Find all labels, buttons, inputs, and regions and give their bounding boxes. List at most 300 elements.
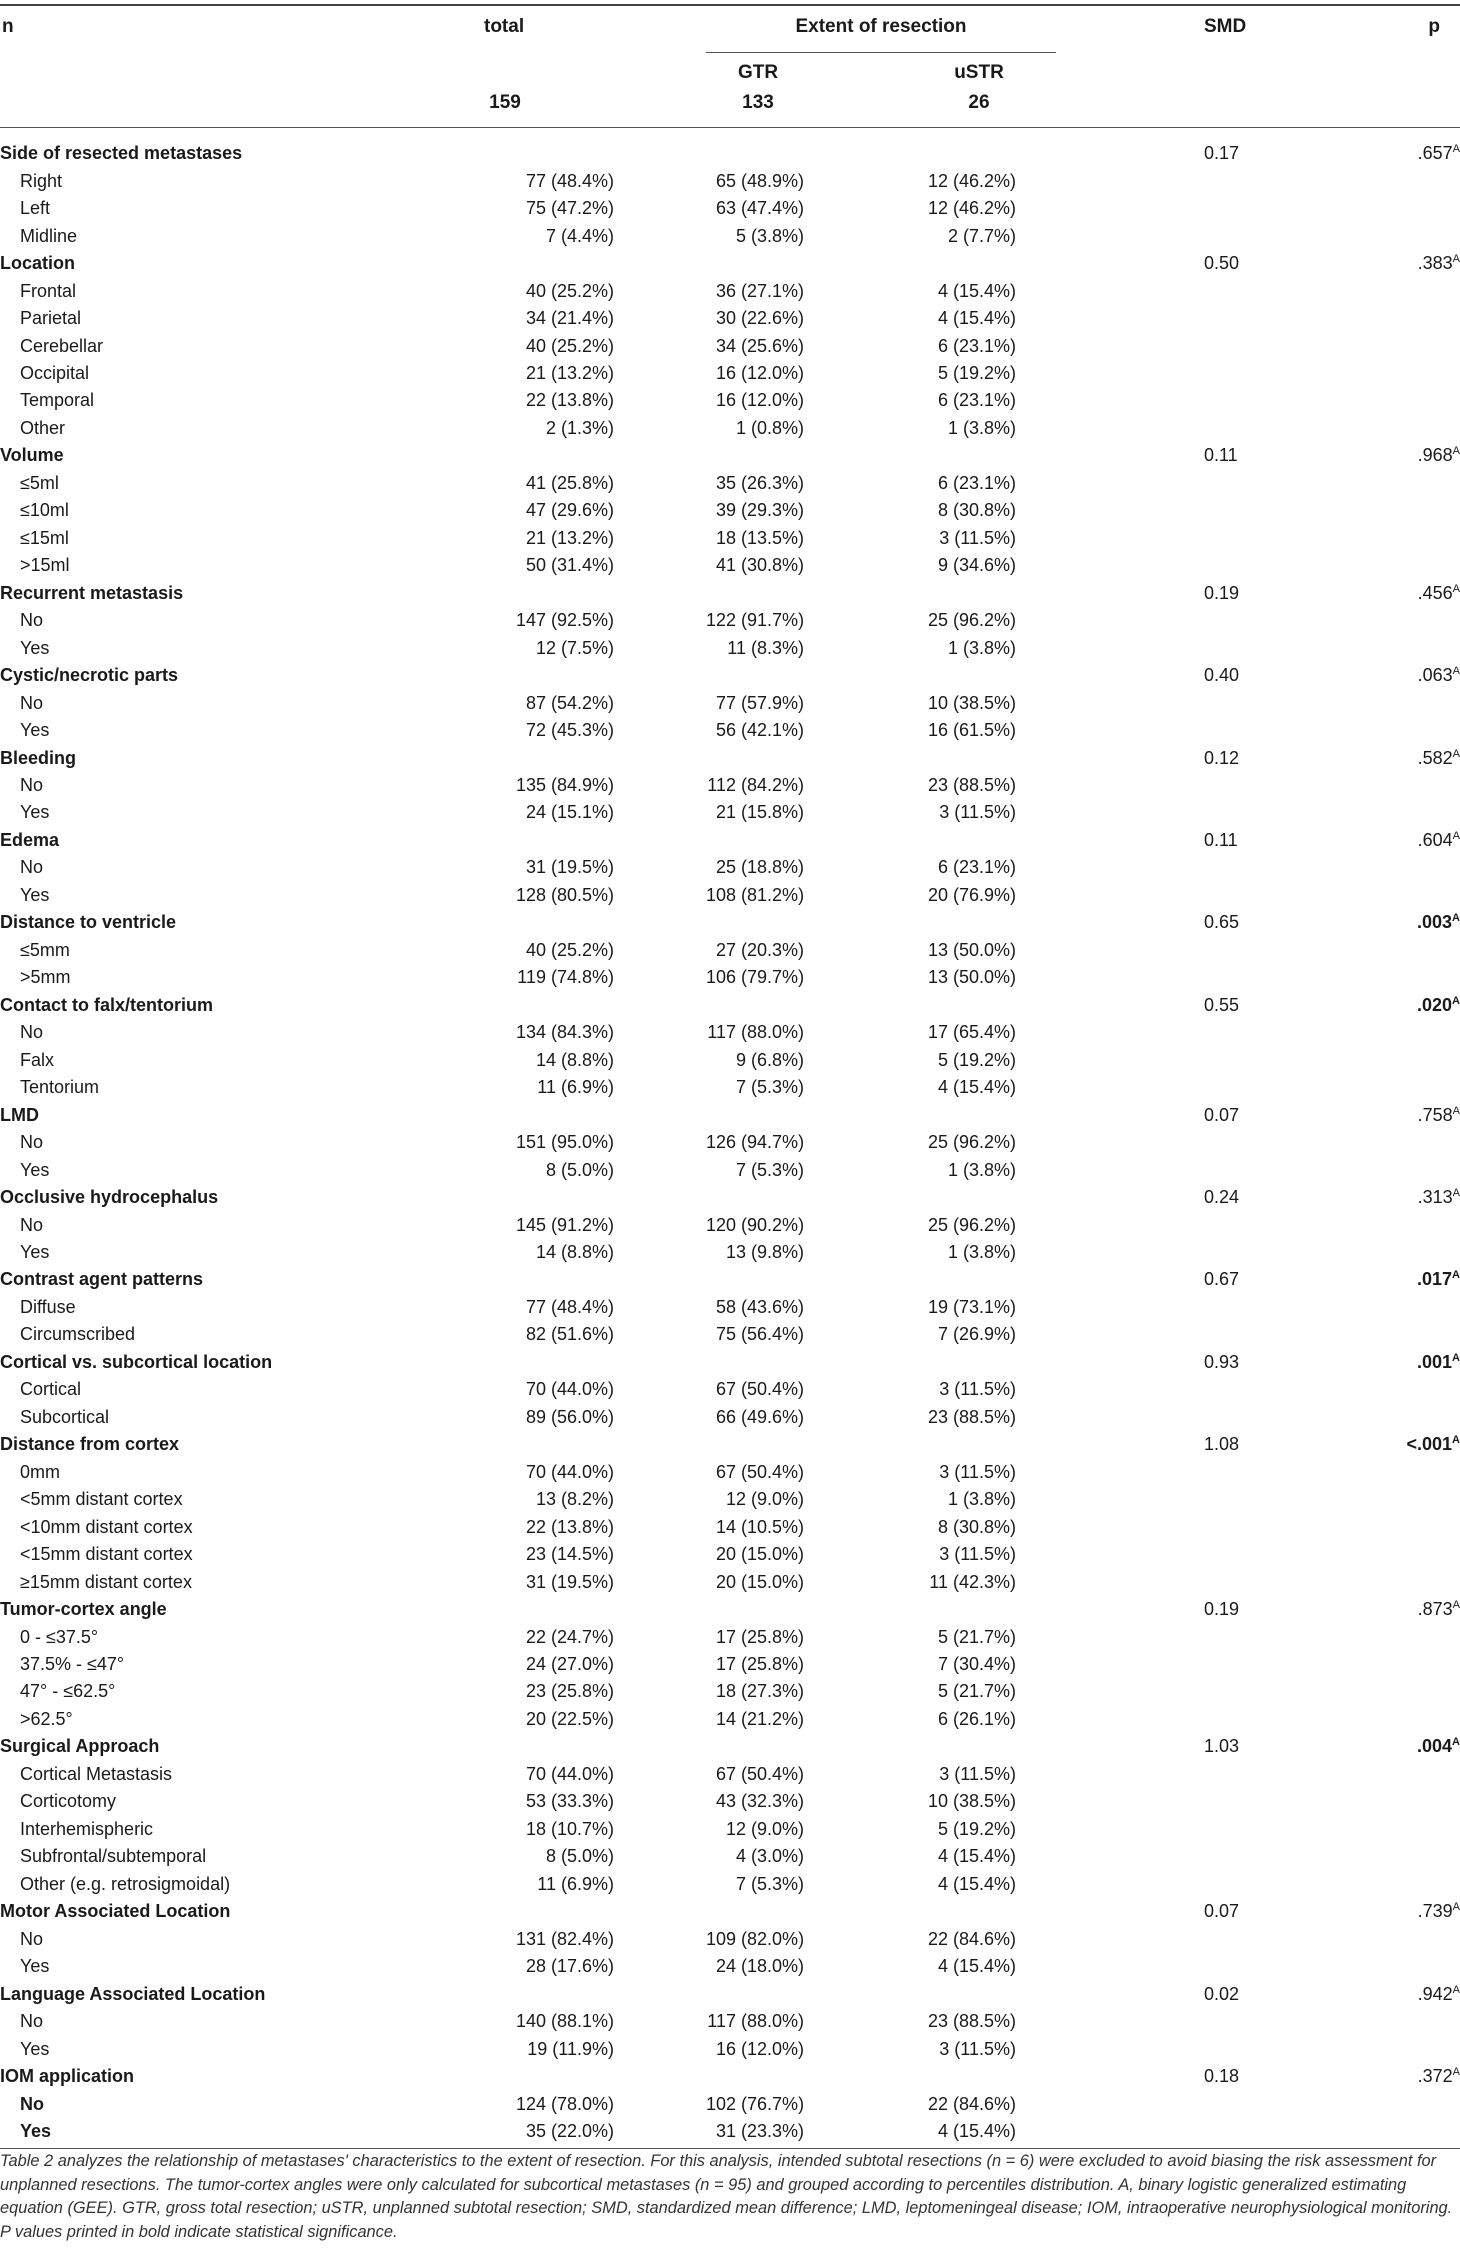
p-superscript: A [1452, 1104, 1460, 1117]
table-row [0, 332, 1460, 359]
gtr-value: 56 (42.1%) [715, 720, 804, 741]
ustr-value: 3 (11.5%) [939, 2038, 1016, 2059]
gtr-value: 7 (5.3%) [735, 1159, 804, 1180]
row-label: 37.5% - ≤47° [20, 1654, 125, 1675]
p-value-text: .942 [1417, 1983, 1453, 2004]
table-row [0, 305, 1460, 332]
p-value [1244, 250, 1460, 277]
smd-value: 0.65 [1204, 912, 1240, 933]
gtr-value: 102 (76.7%) [706, 2093, 805, 2114]
gtr-value: 16 (12.0%) [715, 390, 804, 411]
total-value: 72 (45.3%) [525, 720, 614, 741]
gtr-value: 9 (6.8%) [735, 1049, 804, 1070]
bottom-rule [0, 2148, 1460, 2149]
row-label: Occipital [20, 362, 90, 383]
gtr-value: 13 (9.8%) [725, 1241, 804, 1262]
ustr-value: 6 (23.1%) [937, 472, 1016, 493]
category-row [0, 580, 1460, 607]
empty-cell [1244, 854, 1460, 881]
ustr-value: 10 (38.5%) [927, 692, 1016, 713]
empty-cell [1104, 799, 1244, 826]
table-row [0, 1761, 1460, 1788]
ustr-value: 10 (38.5%) [927, 1791, 1016, 1812]
smd-value: 0.12 [1204, 747, 1240, 768]
smd-value: 0.55 [1204, 994, 1240, 1015]
ustr-value: 4 (15.4%) [937, 1077, 1016, 1098]
category-label: LMD [0, 1104, 39, 1125]
empty-cell [1104, 2090, 1244, 2117]
row-label: Cortical [20, 1379, 82, 1400]
category-label: IOM application [0, 2066, 135, 2087]
empty-cell [1104, 1294, 1244, 1321]
empty-cell [440, 1431, 706, 1458]
empty-cell [1244, 195, 1460, 222]
p-value-text: .873 [1417, 1599, 1453, 1620]
row-label: No [20, 692, 44, 713]
table-row [0, 1294, 1460, 1321]
p-value-text: .657 [1417, 143, 1453, 164]
p-value [1244, 140, 1460, 167]
empty-cell [1244, 1129, 1460, 1156]
empty-cell [1244, 387, 1460, 414]
empty-cell [440, 1980, 706, 2007]
header-total: total [484, 16, 525, 37]
empty-cell [1104, 222, 1244, 249]
empty-cell [1104, 1761, 1244, 1788]
gtr-value: 21 (15.8%) [715, 802, 804, 823]
table-row [0, 882, 1460, 909]
ustr-value: 25 (96.2%) [927, 1214, 1016, 1235]
total-value: 140 (88.1%) [515, 2011, 614, 2032]
row-label: 0 - ≤37.5° [20, 1626, 99, 1647]
ustr-value: 2 (7.7%) [947, 225, 1016, 246]
table-row [0, 1623, 1460, 1650]
table-row [0, 799, 1460, 826]
top-rule [0, 4, 1460, 6]
table-row [0, 1788, 1460, 1815]
smd-value: 0.07 [1204, 1901, 1240, 1922]
empty-cell [1104, 1376, 1244, 1403]
empty-cell [1244, 1953, 1460, 1980]
empty-cell [706, 250, 924, 277]
empty-cell [1244, 1321, 1460, 1348]
table-row [0, 1211, 1460, 1238]
empty-cell [1104, 167, 1244, 194]
header-n: n [2, 16, 14, 37]
row-label: No [20, 1022, 44, 1043]
empty-cell [924, 744, 1104, 771]
ustr-value: 4 (15.4%) [937, 1873, 1016, 1894]
total-value: 28 (17.6%) [525, 1956, 614, 1977]
empty-cell [1244, 1376, 1460, 1403]
table-row [0, 1843, 1460, 1870]
category-label: Bleeding [0, 747, 77, 768]
gtr-value: 34 (25.6%) [715, 335, 804, 356]
ustr-value: 5 (21.7%) [937, 1626, 1016, 1647]
ustr-value: 12 (46.2%) [927, 198, 1016, 219]
table-row [0, 1816, 1460, 1843]
extent-rule [706, 52, 1056, 53]
gtr-value: 1 (0.8%) [735, 417, 804, 438]
ustr-value: 6 (23.1%) [937, 335, 1016, 356]
p-value [1244, 1431, 1460, 1458]
total-value: 77 (48.4%) [525, 1296, 614, 1317]
p-superscript: A [1452, 582, 1460, 595]
table-row [0, 195, 1460, 222]
empty-cell [1244, 1706, 1460, 1733]
empty-cell [1244, 1651, 1460, 1678]
empty-cell [440, 580, 706, 607]
table-row [0, 1321, 1460, 1348]
header-n-ustr: 26 [968, 92, 990, 113]
category-label: Tumor-cortex angle [0, 1599, 167, 1620]
empty-cell [1244, 799, 1460, 826]
empty-cell [924, 1349, 1104, 1376]
table-row [0, 1019, 1460, 1046]
empty-cell [1244, 1019, 1460, 1046]
row-label: Circumscribed [20, 1324, 136, 1345]
empty-cell [706, 1184, 924, 1211]
total-value: 20 (22.5%) [525, 1708, 614, 1729]
category-label: Volume [0, 445, 64, 466]
table-row [0, 1074, 1460, 1101]
empty-cell [1244, 1871, 1460, 1898]
smd-value: 0.93 [1204, 1351, 1240, 1372]
p-value-text: .003 [1417, 912, 1453, 933]
p-superscript: A [1452, 2066, 1460, 2079]
ustr-value: 11 (42.3%) [929, 1571, 1016, 1592]
empty-cell [1104, 964, 1244, 991]
category-label: Location [0, 253, 75, 274]
empty-cell [706, 580, 924, 607]
empty-cell [1104, 195, 1244, 222]
empty-cell [440, 1733, 706, 1760]
empty-cell [1104, 689, 1244, 716]
table-row [0, 167, 1460, 194]
table-row [0, 1925, 1460, 1952]
header-extent-of-resection: Extent of resection [795, 16, 967, 37]
empty-cell [924, 442, 1104, 469]
data-table [0, 140, 1460, 2145]
empty-cell [1244, 1788, 1460, 1815]
empty-cell [1244, 2008, 1460, 2035]
table-row [0, 689, 1460, 716]
total-value: 14 (8.8%) [535, 1049, 614, 1070]
row-label: Tentorium [20, 1077, 100, 1098]
empty-cell [924, 827, 1104, 854]
p-superscript: A [1452, 1599, 1460, 1612]
total-value: 124 (78.0%) [515, 2093, 614, 2114]
table-row [0, 1871, 1460, 1898]
p-value-text: .456 [1417, 582, 1453, 603]
empty-cell [924, 1431, 1104, 1458]
table-row [0, 277, 1460, 304]
ustr-value: 8 (30.8%) [937, 1516, 1016, 1537]
p-superscript: A [1452, 829, 1460, 842]
empty-cell [440, 250, 706, 277]
empty-cell [924, 1101, 1104, 1128]
total-value: 135 (84.9%) [515, 775, 614, 796]
header-p: p [1428, 16, 1440, 37]
empty-cell [1104, 1925, 1244, 1952]
empty-cell [1244, 1761, 1460, 1788]
empty-cell [924, 992, 1104, 1019]
gtr-value: 24 (18.0%) [715, 1956, 804, 1977]
ustr-value: 5 (21.7%) [937, 1681, 1016, 1702]
category-row [0, 1431, 1460, 1458]
category-label: Distance to ventricle [0, 912, 177, 933]
header-ustr: uSTR [954, 62, 1004, 83]
table-row [0, 772, 1460, 799]
total-value: 77 (48.4%) [525, 170, 614, 191]
row-label: Cerebellar [20, 335, 104, 356]
row-label: Midline [20, 225, 78, 246]
p-superscript: A [1452, 1351, 1460, 1364]
total-value: 14 (8.8%) [535, 1241, 614, 1262]
empty-cell [924, 250, 1104, 277]
total-value: 13 (8.2%) [535, 1489, 614, 1510]
total-value: 119 (74.8%) [517, 967, 614, 988]
ustr-value: 1 (3.8%) [947, 637, 1016, 658]
row-label: ≤10ml [20, 500, 69, 521]
empty-cell [924, 1596, 1104, 1623]
ustr-value: 23 (88.5%) [927, 2011, 1016, 2032]
empty-cell [1244, 1816, 1460, 1843]
p-superscript: A [1452, 665, 1460, 678]
empty-cell [1104, 634, 1244, 661]
empty-cell [1244, 497, 1460, 524]
p-superscript: A [1452, 1434, 1460, 1447]
header-gtr: GTR [737, 62, 779, 83]
table-row [0, 1376, 1460, 1403]
total-value: 2 (1.3%) [545, 417, 614, 438]
empty-cell [1104, 772, 1244, 799]
gtr-value: 7 (5.3%) [735, 1873, 804, 1894]
row-label: Yes [20, 802, 50, 823]
empty-cell [1104, 882, 1244, 909]
empty-cell [1244, 277, 1460, 304]
table-row [0, 1486, 1460, 1513]
table-row [0, 1404, 1460, 1431]
empty-cell [924, 662, 1104, 689]
ustr-value: 3 (11.5%) [939, 527, 1016, 548]
total-value: 41 (25.8%) [525, 472, 614, 493]
ustr-value: 17 (65.4%) [927, 1022, 1016, 1043]
gtr-value: 17 (25.8%) [715, 1654, 804, 1675]
ustr-value: 7 (30.4%) [937, 1654, 1016, 1675]
gtr-value: 4 (3.0%) [735, 1846, 804, 1867]
gtr-value: 112 (84.2%) [707, 775, 804, 796]
empty-cell [1104, 332, 1244, 359]
row-label: Interhemispheric [20, 1818, 154, 1839]
header-n-gtr: 133 [742, 92, 774, 113]
smd-value: 1.08 [1204, 1434, 1240, 1455]
empty-cell [1244, 332, 1460, 359]
table-row [0, 525, 1460, 552]
empty-cell [1104, 415, 1244, 442]
empty-cell [1244, 882, 1460, 909]
gtr-value: 31 (23.3%) [715, 2120, 804, 2141]
table-row [0, 360, 1460, 387]
p-superscript: A [1452, 1736, 1460, 1749]
empty-cell [1244, 1239, 1460, 1266]
gtr-value: 41 (30.8%) [715, 555, 804, 576]
smd-value: 0.17 [1204, 143, 1240, 164]
empty-cell [1104, 387, 1244, 414]
ustr-value: 1 (3.8%) [947, 1241, 1016, 1262]
category-row [0, 250, 1460, 277]
row-label: <5mm distant cortex [20, 1489, 183, 1510]
table-row [0, 387, 1460, 414]
total-value: 8 (5.0%) [545, 1846, 614, 1867]
empty-cell [1244, 607, 1460, 634]
row-label: >62.5° [20, 1708, 73, 1729]
total-value: 22 (24.7%) [525, 1626, 614, 1647]
category-row [0, 1349, 1460, 1376]
total-value: 40 (25.2%) [525, 939, 614, 960]
category-label: Recurrent metastasis [0, 582, 184, 603]
ustr-value: 19 (73.1%) [927, 1296, 1016, 1317]
empty-cell [1104, 1953, 1244, 1980]
p-value-text: .383 [1417, 253, 1453, 274]
gtr-value: 67 (50.4%) [715, 1763, 804, 1784]
empty-cell [706, 1101, 924, 1128]
total-value: 19 (11.9%) [527, 2038, 614, 2059]
category-row [0, 2063, 1460, 2090]
category-row [0, 1898, 1460, 1925]
smd-value: 0.11 [1204, 829, 1238, 850]
total-value: 70 (44.0%) [525, 1379, 614, 1400]
p-value [1244, 827, 1460, 854]
ustr-value: 6 (26.1%) [937, 1708, 1016, 1729]
category-label: Distance from cortex [0, 1434, 180, 1455]
smd-value: 0.24 [1204, 1187, 1240, 1208]
total-value: 50 (31.4%) [525, 555, 614, 576]
p-value-text: .063 [1417, 665, 1453, 686]
empty-cell [1244, 964, 1460, 991]
row-label: Yes [20, 720, 50, 741]
category-label: Contrast agent patterns [0, 1269, 204, 1290]
empty-cell [1104, 1843, 1244, 1870]
table-row [0, 964, 1460, 991]
empty-cell [1244, 1046, 1460, 1073]
total-value: 145 (91.2%) [515, 1214, 614, 1235]
ustr-value: 4 (15.4%) [937, 280, 1016, 301]
empty-cell [706, 909, 924, 936]
smd-value: 1.03 [1204, 1736, 1240, 1757]
row-label: No [20, 857, 44, 878]
row-label: 47° - ≤62.5° [20, 1681, 116, 1702]
row-label: Yes [20, 884, 50, 905]
empty-cell [1244, 634, 1460, 661]
table-row [0, 2035, 1460, 2062]
empty-cell [1104, 525, 1244, 552]
row-label: Subcortical [20, 1406, 110, 1427]
empty-cell [924, 1733, 1104, 1760]
total-value: 35 (22.0%) [525, 2120, 614, 2141]
empty-cell [1244, 1211, 1460, 1238]
table-row [0, 634, 1460, 661]
empty-cell [706, 1980, 924, 2007]
empty-cell [1104, 1678, 1244, 1705]
gtr-value: 75 (56.4%) [715, 1324, 804, 1345]
gtr-value: 14 (21.2%) [715, 1708, 804, 1729]
empty-cell [1104, 1816, 1244, 1843]
gtr-value: 30 (22.6%) [715, 308, 804, 329]
empty-cell [440, 1184, 706, 1211]
ustr-value: 3 (11.5%) [939, 1763, 1016, 1784]
p-value [1244, 1898, 1460, 1925]
row-label: <10mm distant cortex [20, 1516, 193, 1537]
p-value-text: <.001 [1406, 1434, 1453, 1455]
p-value [1244, 1184, 1460, 1211]
total-value: 21 (13.2%) [525, 362, 614, 383]
empty-cell [706, 1596, 924, 1623]
gtr-value: 122 (91.7%) [706, 610, 805, 631]
gtr-value: 120 (90.2%) [706, 1214, 805, 1235]
empty-cell [1104, 937, 1244, 964]
empty-cell [1104, 1706, 1244, 1733]
ustr-value: 6 (23.1%) [937, 857, 1016, 878]
p-value-text: .017 [1417, 1269, 1453, 1290]
total-value: 11 (6.9%) [537, 1077, 614, 1098]
ustr-value: 3 (11.5%) [939, 1461, 1016, 1482]
empty-cell [1244, 1843, 1460, 1870]
empty-cell [1104, 1129, 1244, 1156]
p-value-text: .372 [1417, 2066, 1453, 2087]
empty-cell [1244, 717, 1460, 744]
p-superscript: A [1452, 143, 1460, 156]
ustr-value: 25 (96.2%) [927, 1132, 1016, 1153]
total-value: 11 (6.9%) [537, 1873, 614, 1894]
category-row [0, 1184, 1460, 1211]
p-value [1244, 1733, 1460, 1760]
empty-cell [1244, 937, 1460, 964]
category-row [0, 1596, 1460, 1623]
empty-cell [706, 827, 924, 854]
ustr-value: 23 (88.5%) [927, 775, 1016, 796]
ustr-value: 4 (15.4%) [937, 2120, 1016, 2141]
empty-cell [1244, 1513, 1460, 1540]
table-row [0, 1568, 1460, 1595]
smd-value: 0.18 [1204, 2066, 1240, 2087]
category-row [0, 442, 1460, 469]
table-row [0, 1239, 1460, 1266]
total-value: 82 (51.6%) [525, 1324, 614, 1345]
empty-cell [1244, 2090, 1460, 2117]
empty-cell [706, 1431, 924, 1458]
empty-cell [1104, 1651, 1244, 1678]
total-value: 22 (13.8%) [525, 1516, 614, 1537]
empty-cell [1104, 277, 1244, 304]
row-label: Frontal [20, 280, 77, 301]
empty-cell [706, 992, 924, 1019]
p-value-text: .004 [1417, 1736, 1453, 1757]
p-value [1244, 1596, 1460, 1623]
category-row [0, 909, 1460, 936]
smd-value: 0.67 [1204, 1269, 1240, 1290]
ustr-value: 5 (19.2%) [937, 1049, 1016, 1070]
empty-cell [440, 1101, 706, 1128]
empty-cell [706, 1898, 924, 1925]
p-value-text: .313 [1417, 1187, 1453, 1208]
empty-cell [706, 140, 924, 167]
empty-cell [1104, 1046, 1244, 1073]
table-row [0, 854, 1460, 881]
total-value: 7 (4.4%) [545, 225, 614, 246]
gtr-value: 106 (79.7%) [706, 967, 805, 988]
p-value [1244, 442, 1460, 469]
